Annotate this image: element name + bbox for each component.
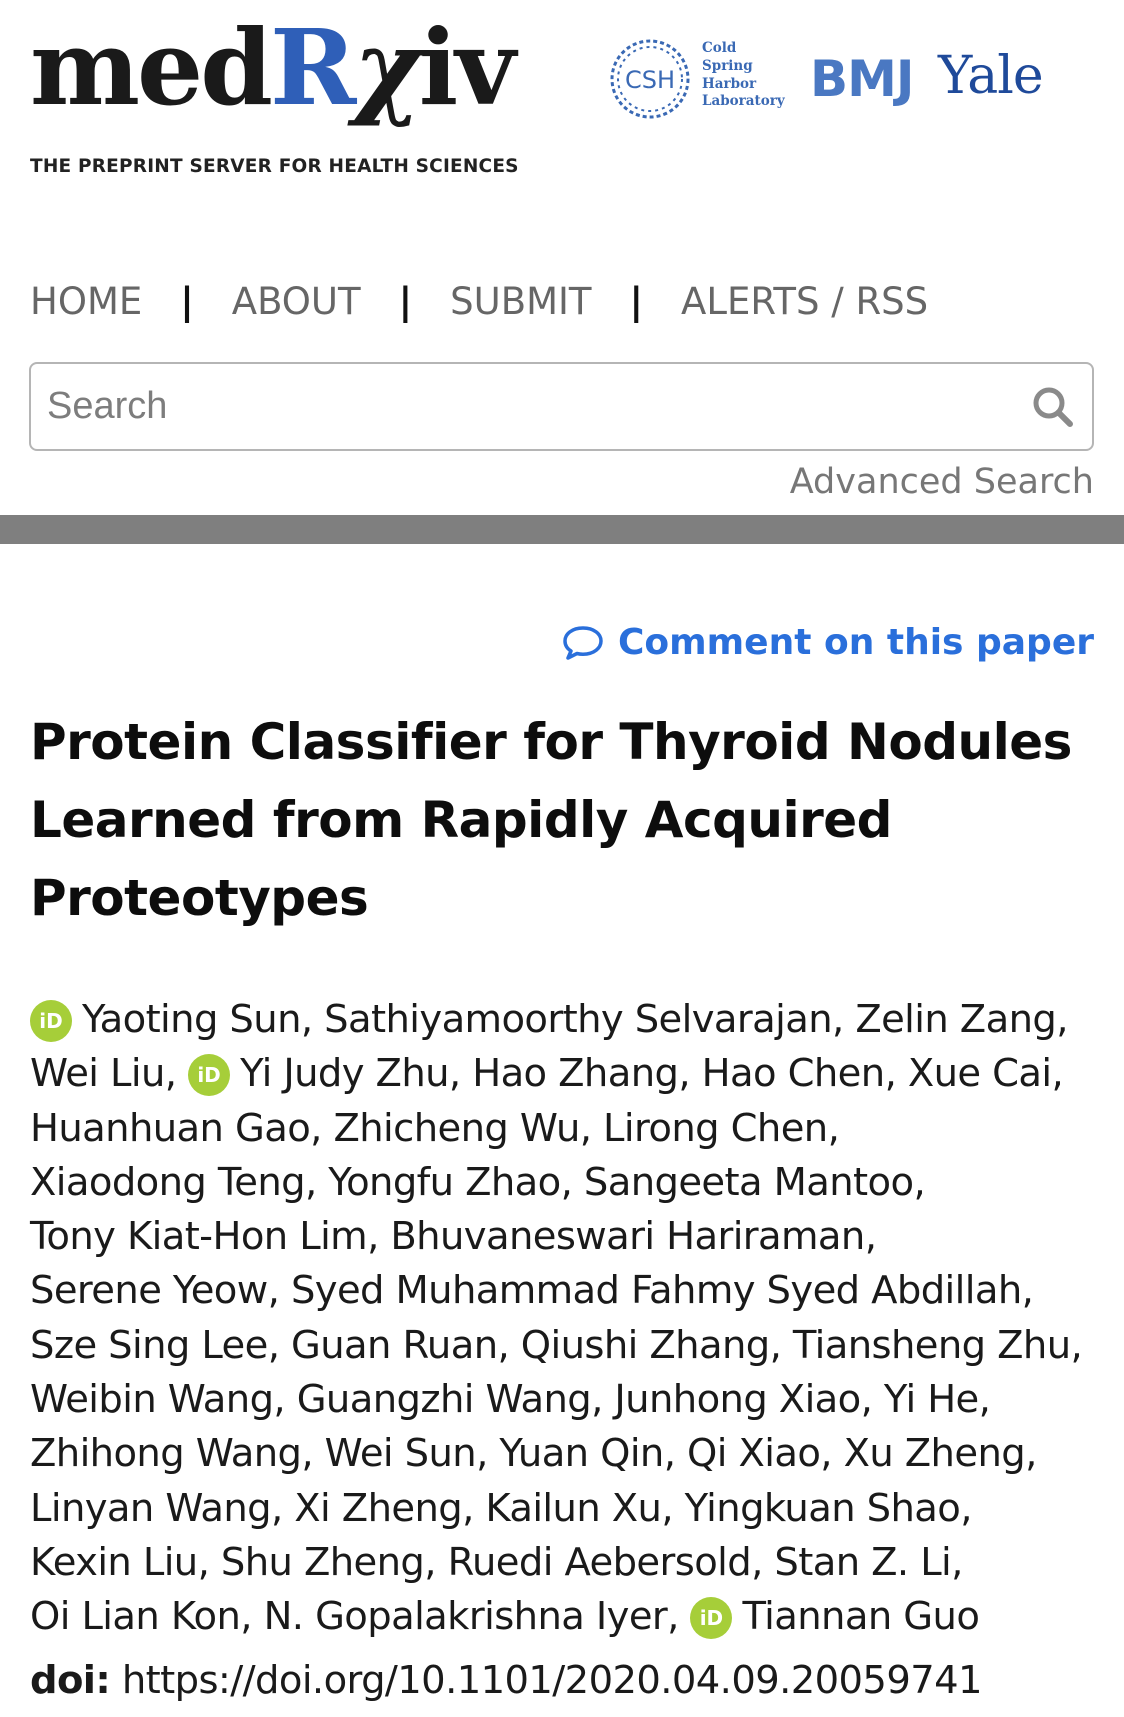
author-name[interactable]: [521, 1323, 781, 1368]
author-list: [30, 993, 1110, 1645]
author-name[interactable]: [30, 1323, 279, 1368]
author-name[interactable]: [614, 1377, 872, 1422]
author-name[interactable]: [264, 1594, 679, 1639]
author-label: Syed Muhammad Fahmy Syed Abdillah,: [290, 1268, 1034, 1314]
author-label: Lirong Chen,: [603, 1105, 840, 1151]
nav-submit[interactable]: SUBMIT: [450, 279, 592, 323]
doi-line: [30, 1658, 982, 1703]
author-name[interactable]: [30, 1160, 317, 1205]
author-label: Zhicheng Wu,: [333, 1105, 592, 1151]
author-label: Wei Liu,: [30, 1051, 177, 1097]
author-label: Xiaodong Teng,: [30, 1159, 317, 1205]
author-label: Tony Kiat-Hon Lim,: [30, 1214, 379, 1260]
author-name[interactable]: [472, 1051, 690, 1096]
author-name[interactable]: [291, 1268, 1033, 1313]
author-label: Guangzhi Wang,: [296, 1377, 603, 1423]
author-label: Serene Yeow,: [30, 1268, 280, 1314]
author-name[interactable]: [603, 1106, 839, 1151]
author-name[interactable]: [291, 1323, 509, 1368]
author-label: N. Gopalakrishna Iyer,: [263, 1594, 679, 1640]
author-label: Sathiyamoorthy Selvarajan,: [324, 997, 844, 1042]
main-nav: [30, 274, 928, 328]
author-name[interactable]: [855, 997, 1068, 1042]
speech-bubble-icon: [562, 624, 604, 662]
author-name[interactable]: [297, 1377, 603, 1422]
author-name[interactable]: [30, 1268, 279, 1313]
author-label: Yi He,: [883, 1377, 991, 1423]
author-label: Junhong Xiao,: [614, 1377, 873, 1423]
author-name[interactable]: [690, 1594, 979, 1639]
logo-tagline: THE PREPRINT SERVER FOR HEALTH SCIENCES: [30, 156, 519, 177]
comment-label: Comment on this paper: [618, 622, 1094, 663]
author-name[interactable]: [687, 1431, 832, 1476]
advanced-search-link[interactable]: Advanced Search: [789, 462, 1094, 502]
bmj-logo: BMJ: [810, 50, 914, 108]
author-label: Sze Sing Lee,: [30, 1322, 280, 1368]
author-name[interactable]: [844, 1431, 1037, 1476]
medrxiv-logo[interactable]: [30, 6, 530, 180]
author-label: Yi Judy Zhu,: [240, 1051, 461, 1097]
author-label: Xu Zheng,: [843, 1431, 1037, 1477]
author-name[interactable]: [30, 1051, 176, 1096]
author-label: Bhuvaneswari Hariraman,: [390, 1214, 877, 1260]
author-label: Kexin Liu,: [30, 1539, 210, 1585]
author-name[interactable]: [328, 1160, 572, 1205]
nav-separator: |: [398, 279, 413, 323]
author-label: Tiannan Guo: [742, 1594, 980, 1640]
author-name[interactable]: [30, 1594, 252, 1639]
author-name[interactable]: [884, 1377, 990, 1422]
author-label: Zelin Zang,: [855, 997, 1068, 1042]
author-label: Guan Ruan,: [291, 1322, 510, 1368]
author-name[interactable]: [221, 1540, 436, 1585]
author-label: Qi Xiao,: [687, 1431, 832, 1477]
author-label: Kailun Xu,: [485, 1485, 673, 1531]
search-box: [29, 362, 1094, 451]
author-label: Sangeeta Mantoo,: [583, 1159, 926, 1205]
divider-bar: [0, 515, 1124, 544]
author-name[interactable]: [584, 1160, 925, 1205]
nav-separator: |: [180, 279, 194, 323]
author-label: Zhihong Wang,: [30, 1431, 313, 1477]
author-label: Yingkuan Shao,: [684, 1485, 972, 1531]
author-label: Yaoting Sun,: [82, 997, 313, 1042]
author-name[interactable]: [30, 997, 313, 1042]
nav-home[interactable]: HOME: [30, 279, 143, 323]
author-label: Qiushi Zhang,: [520, 1322, 782, 1368]
orcid-icon[interactable]: iD: [690, 1597, 732, 1639]
nav-about[interactable]: ABOUT: [231, 279, 361, 323]
author-name[interactable]: [188, 1051, 461, 1096]
author-name[interactable]: [774, 1540, 962, 1585]
author-label: Ruedi Aebersold,: [447, 1539, 763, 1585]
author-name[interactable]: [294, 1486, 473, 1531]
author-name[interactable]: [390, 1214, 876, 1259]
author-label: Oi Lian Kon,: [30, 1594, 252, 1640]
search-input[interactable]: [47, 364, 1007, 449]
paper-title: Protein Classifier for Thyroid Nodules Learned from Rapidly Acquired Proteotypes: [30, 713, 1072, 927]
csh-logo-icon: [605, 34, 695, 124]
author-label: Yongfu Zhao,: [328, 1159, 573, 1205]
author-label: Wei Sun,: [324, 1431, 488, 1477]
author-name[interactable]: [685, 1486, 972, 1531]
doi-label: doi:: [30, 1658, 111, 1703]
author-name[interactable]: [30, 1377, 285, 1422]
author-label: Tiansheng Zhu,: [792, 1322, 1083, 1368]
author-label: Huanhuan Gao,: [30, 1105, 322, 1151]
author-name[interactable]: [325, 1431, 488, 1476]
author-name[interactable]: [30, 1486, 283, 1531]
author-label: Stan Z. Li,: [774, 1539, 963, 1585]
author-name[interactable]: [499, 1431, 675, 1476]
nav-alerts-rss[interactable]: ALERTS / RSS: [681, 279, 929, 323]
author-name[interactable]: [448, 1540, 763, 1585]
csh-name: Cold Spring Harbor Laboratory: [702, 40, 785, 110]
author-name[interactable]: [30, 1431, 313, 1476]
author-label: Shu Zheng,: [220, 1539, 436, 1585]
orcid-icon[interactable]: iD: [30, 1000, 72, 1042]
author-name[interactable]: [333, 1106, 591, 1151]
nav-separator: |: [629, 279, 644, 323]
doi-link[interactable]: https://doi.org/10.1101/2020.04.09.20059741: [121, 1658, 982, 1703]
svg-text:CSH: CSH: [624, 66, 676, 94]
comment-on-paper-link[interactable]: [562, 622, 1094, 663]
author-label: Linyan Wang,: [30, 1485, 283, 1531]
author-name[interactable]: [485, 1486, 673, 1531]
author-name[interactable]: [702, 1051, 897, 1096]
author-name[interactable]: [324, 997, 844, 1042]
author-name[interactable]: [30, 1106, 322, 1151]
author-label: Hao Chen,: [701, 1051, 897, 1097]
yale-logo: Yale: [938, 46, 1043, 106]
author-label: Xi Zheng,: [294, 1485, 474, 1531]
author-label: Weibin Wang,: [30, 1377, 286, 1423]
author-name[interactable]: [30, 1214, 379, 1259]
author-name[interactable]: [908, 1051, 1063, 1096]
author-name[interactable]: [30, 1540, 209, 1585]
orcid-icon[interactable]: iD: [188, 1054, 230, 1096]
author-label: Yuan Qin,: [499, 1431, 676, 1477]
author-name[interactable]: [793, 1323, 1082, 1368]
author-label: Xue Cai,: [907, 1051, 1064, 1097]
author-label: Hao Zhang,: [472, 1051, 691, 1097]
partner-logos: [605, 30, 1045, 120]
search-icon[interactable]: [1030, 384, 1076, 430]
logo-wordmark: medRχiv: [30, 6, 513, 129]
